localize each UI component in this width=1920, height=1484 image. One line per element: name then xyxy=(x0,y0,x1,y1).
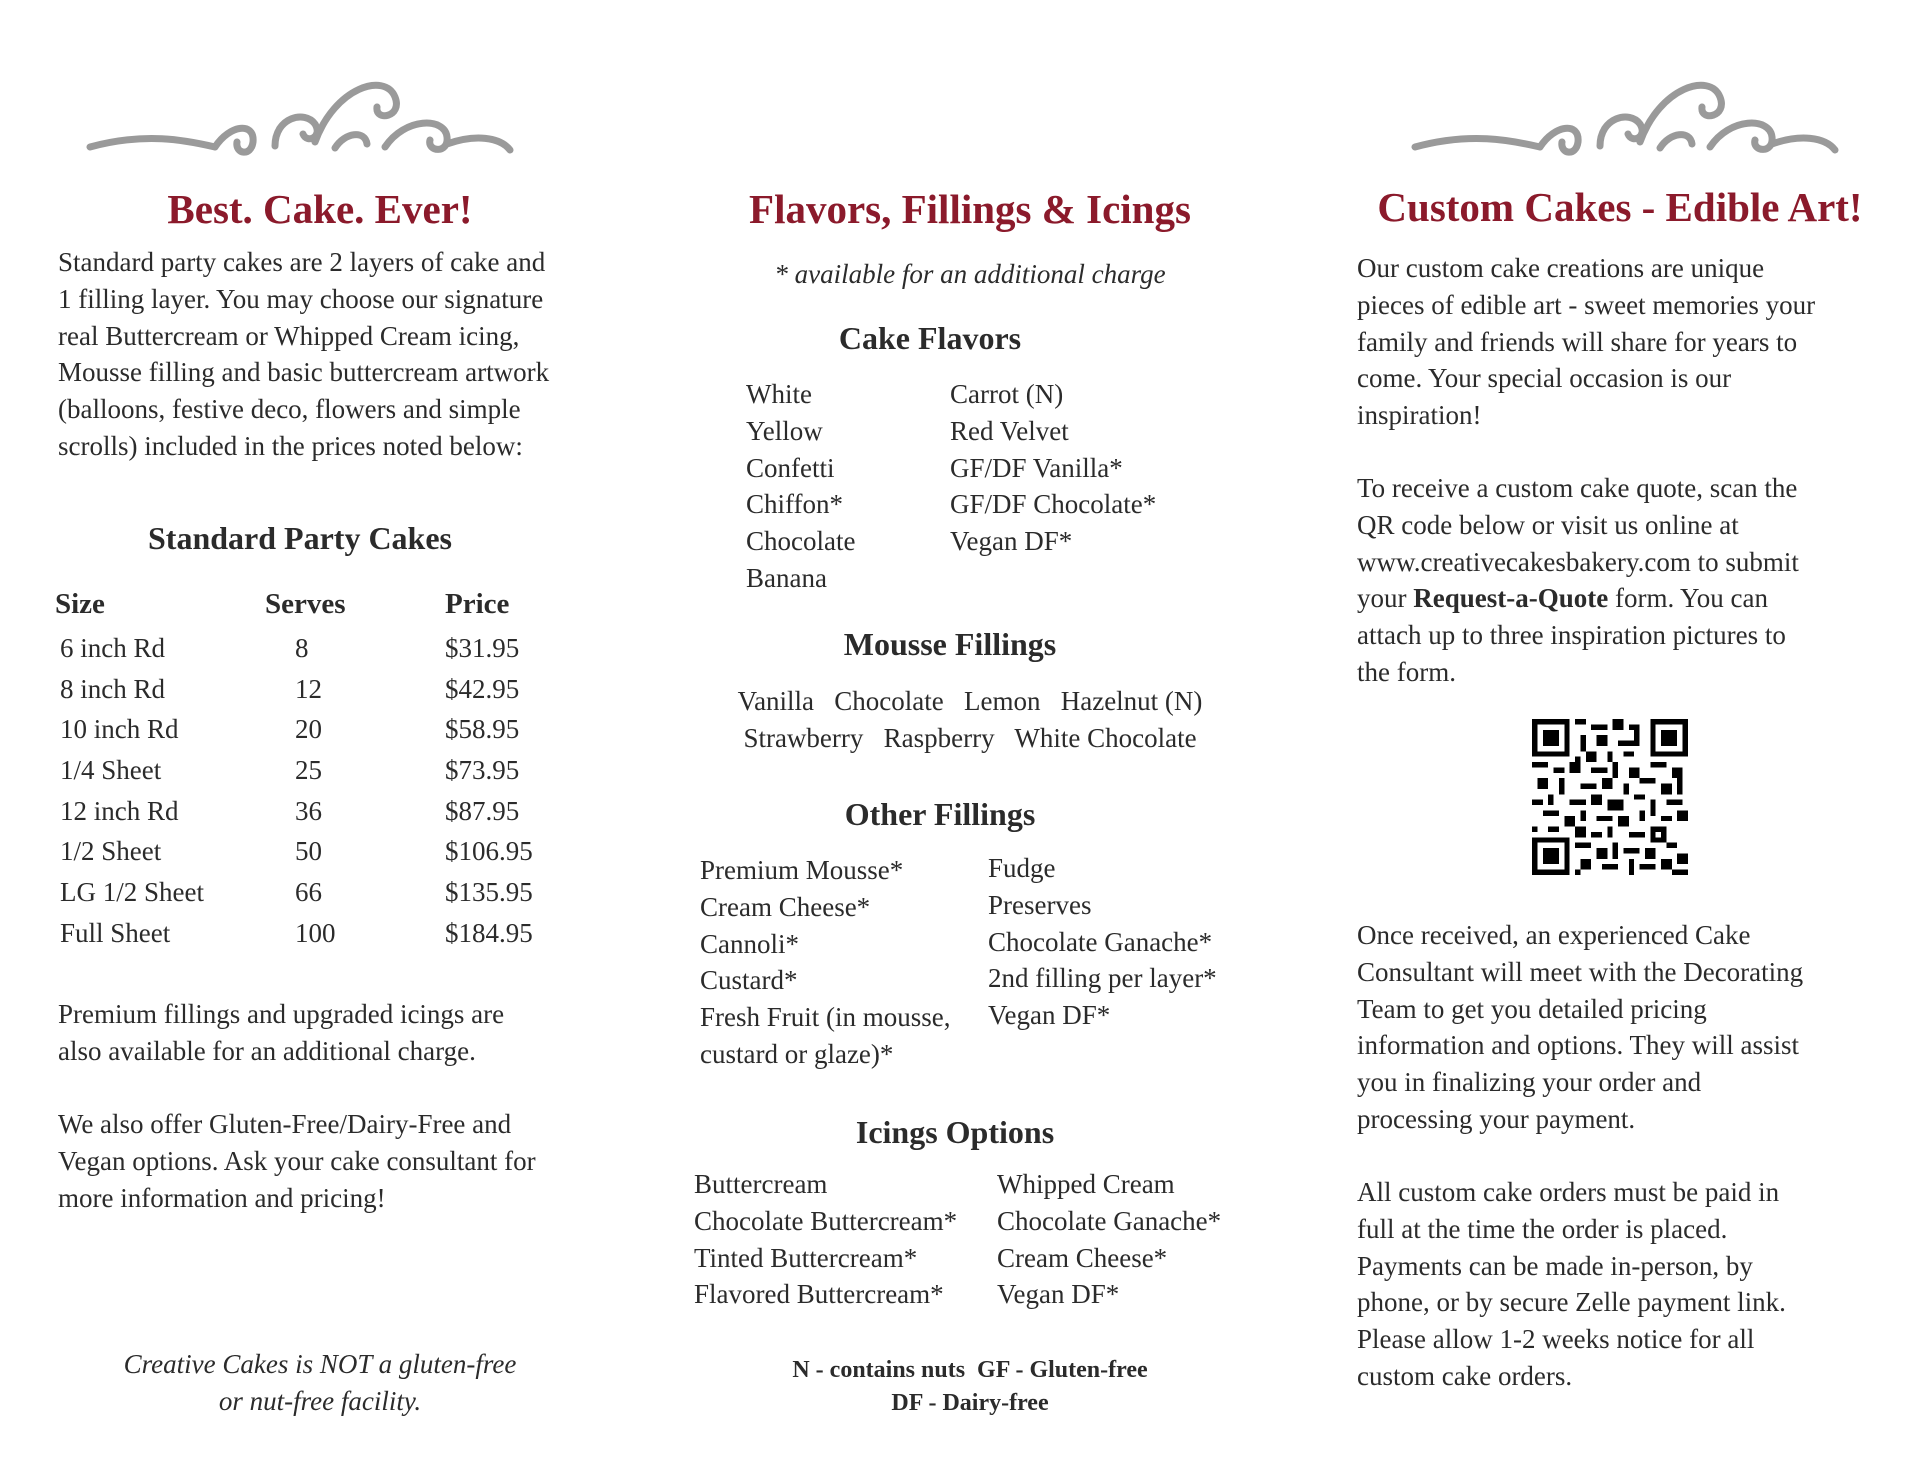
icing-item: Cream Cheese* xyxy=(997,1242,1168,1273)
left-intro-paragraph xyxy=(58,244,598,465)
flavor-item: GF/DF Vanilla* xyxy=(950,452,1123,483)
gf-line: We also offer Gluten-Free/Dairy-Free and xyxy=(58,1109,512,1139)
legend-line: DF - Dairy-free xyxy=(891,1390,1049,1416)
table-row xyxy=(55,750,565,791)
p2-line: QR code below or visit us online at xyxy=(1357,509,1739,540)
p1-line: pieces of edible art - sweet memories your xyxy=(1357,289,1816,320)
premium-note xyxy=(58,996,598,1070)
cake-flavors-col1 xyxy=(746,376,855,597)
size-cell: 12 inch Rd xyxy=(60,795,179,826)
intro-line: 1 filling layer. You may choose our signature xyxy=(58,283,544,314)
icing-item: Vegan DF* xyxy=(997,1279,1120,1310)
flavor-item: GF/DF Chocolate* xyxy=(950,489,1157,520)
table-row xyxy=(55,791,565,832)
icings-col1 xyxy=(694,1166,957,1313)
p2-line: the form. xyxy=(1357,656,1456,687)
qr-code-icon[interactable] xyxy=(1532,718,1688,876)
custom-intro-paragraph xyxy=(1357,250,1897,434)
p1-line: inspiration! xyxy=(1357,400,1482,431)
p1-line: family and friends will share for years to xyxy=(1357,326,1798,357)
icing-item: Tinted Buttercream* xyxy=(694,1242,918,1273)
table-header-row xyxy=(55,580,565,628)
p4-line: Please allow 1-2 weeks notice for all xyxy=(1357,1324,1755,1355)
serves-cell: 36 xyxy=(295,795,322,826)
mousse-fillings-heading: Mousse Fillings xyxy=(843,626,1057,662)
icings-col2 xyxy=(997,1166,1221,1313)
flavor-item: White xyxy=(746,379,812,409)
icing-item: Flavored Buttercream* xyxy=(694,1279,944,1310)
size-cell: 6 inch Rd xyxy=(60,632,165,663)
p2-text: your xyxy=(1357,583,1414,614)
table-row xyxy=(55,913,565,954)
price-cell: $87.95 xyxy=(445,795,520,826)
request-a-quote-text: Request-a-Quote xyxy=(1413,583,1609,614)
legend-line: N - contains nuts GF - Gluten-free xyxy=(792,1357,1148,1383)
filling-item: Chocolate Ganache* xyxy=(988,926,1213,957)
payment-paragraph xyxy=(1357,1174,1897,1395)
serves-cell: 12 xyxy=(295,673,322,704)
other-fillings-heading: Other Fillings xyxy=(844,796,1036,832)
table-row xyxy=(55,831,565,872)
flavor-item: Vegan DF* xyxy=(950,526,1073,557)
filling-item: Fresh Fruit (in mousse, xyxy=(700,1002,951,1033)
p4-line: All custom cake orders must be paid in xyxy=(1357,1177,1780,1207)
p3-line: Once received, an experienced Cake xyxy=(1357,920,1751,950)
icing-item: Chocolate Buttercream* xyxy=(694,1205,958,1236)
cake-flavors-heading: Cake Flavors xyxy=(838,320,1022,356)
right-panel-title: Custom Cakes - Edible Art! xyxy=(1377,184,1863,230)
serves-cell: 20 xyxy=(295,714,322,745)
disclaimer-line: or nut-free facility. xyxy=(218,1385,422,1416)
p2-text: form. You can xyxy=(1608,583,1768,614)
icings-options-heading: Icings Options xyxy=(855,1114,1055,1150)
column-header-price: Price xyxy=(445,587,510,620)
icing-item: Chocolate Ganache* xyxy=(997,1205,1222,1236)
filling-item: Custard* xyxy=(700,965,798,996)
filling-item: Cream Cheese* xyxy=(700,891,871,922)
table-row xyxy=(55,872,565,913)
p4-line: full at the time the order is placed. xyxy=(1357,1213,1728,1244)
p2-line xyxy=(1357,580,1897,617)
serves-cell: 100 xyxy=(295,917,336,948)
table-row xyxy=(55,669,565,710)
size-cell: 1/2 Sheet xyxy=(60,836,162,867)
flavor-item: Chiffon* xyxy=(746,489,844,520)
price-cell: $31.95 xyxy=(445,632,520,663)
intro-line: scrolls) included in the prices noted below: xyxy=(58,430,523,461)
size-cell: 1/4 Sheet xyxy=(60,755,162,785)
icing-item: Buttercream xyxy=(694,1169,828,1199)
price-cell: $135.95 xyxy=(445,877,533,908)
p3-line: you in finalizing your order and xyxy=(1357,1067,1702,1098)
gf-options-note xyxy=(58,1106,598,1216)
p3-line: information and options. They will assist xyxy=(1357,1030,1799,1061)
gf-line: more information and pricing! xyxy=(58,1182,386,1213)
price-cell: $184.95 xyxy=(445,917,533,948)
table-row xyxy=(55,628,565,669)
intro-line: real Buttercream or Whipped Cream icing, xyxy=(58,320,520,351)
standard-party-cakes-heading: Standard Party Cakes xyxy=(147,520,452,556)
column-header-size: Size xyxy=(55,587,105,620)
size-cell: 10 inch Rd xyxy=(60,714,179,745)
flavor-item: Chocolate xyxy=(746,526,856,557)
filling-item: 2nd filling per layer* xyxy=(988,963,1217,994)
intro-line: (balloons, festive deco, flowers and simple xyxy=(58,394,521,425)
serves-cell: 8 xyxy=(295,632,309,663)
serves-cell: 66 xyxy=(295,877,322,908)
filling-item: Vegan DF* xyxy=(988,1000,1111,1031)
price-cell: $73.95 xyxy=(445,755,520,785)
intro-line: Mousse filling and basic buttercream artwork xyxy=(58,357,550,388)
filling-item: Cannoli* xyxy=(700,928,799,959)
facility-disclaimer xyxy=(60,1346,580,1420)
premium-line: also available for an additional charge. xyxy=(58,1035,476,1066)
icing-item: Whipped Cream xyxy=(997,1169,1175,1199)
middle-panel-title: Flavors, Fillings & Icings xyxy=(749,186,1191,232)
flavor-item: Yellow xyxy=(746,415,823,446)
intro-line: Standard party cakes are 2 layers of cake and xyxy=(58,247,546,277)
size-cell: Full Sheet xyxy=(60,917,171,948)
flavor-item: Red Velvet xyxy=(950,415,1069,446)
p4-line: custom cake orders. xyxy=(1357,1360,1573,1391)
other-fillings-col2 xyxy=(988,850,1217,1034)
mousse-fillings-line2: Strawberry Raspberry White Chocolate xyxy=(743,723,1197,753)
p2-line: attach up to three inspiration pictures to xyxy=(1357,620,1786,651)
filling-item: Fudge xyxy=(988,853,1056,883)
price-cell: $42.95 xyxy=(445,673,520,704)
filling-item: Premium Mousse* xyxy=(700,855,904,885)
serves-cell: 50 xyxy=(295,836,322,867)
p4-line: phone, or by secure Zelle payment link. xyxy=(1357,1287,1786,1318)
left-panel-title: Best. Cake. Ever! xyxy=(167,186,473,232)
size-cell: LG 1/2 Sheet xyxy=(60,877,204,908)
gf-line: Vegan options. Ask your cake consultant for xyxy=(58,1145,536,1176)
price-table xyxy=(55,580,565,954)
p2-line: www.creativecakesbakery.com to submit xyxy=(1357,546,1799,577)
flourish-ornament-left xyxy=(85,62,515,162)
table-row xyxy=(55,709,565,750)
flavor-item: Confetti xyxy=(746,452,835,483)
p3-line: Team to get you detailed pricing xyxy=(1357,993,1707,1024)
quote-paragraph xyxy=(1357,470,1897,691)
p2-line: To receive a custom cake quote, scan the xyxy=(1357,473,1798,503)
size-cell: 8 inch Rd xyxy=(60,673,165,704)
additional-charge-note: * available for an additional charge xyxy=(774,259,1166,289)
flavor-item: Banana xyxy=(746,562,827,593)
p4-line: Payments can be made in-person, by xyxy=(1357,1250,1753,1281)
consultant-paragraph xyxy=(1357,917,1897,1138)
column-header-serves: Serves xyxy=(265,587,346,620)
cake-flavors-col2 xyxy=(950,376,1156,560)
price-cell: $58.95 xyxy=(445,714,520,745)
price-cell: $106.95 xyxy=(445,836,533,867)
serves-cell: 25 xyxy=(295,755,322,785)
disclaimer-line: Creative Cakes is NOT a gluten-free xyxy=(123,1349,517,1379)
other-fillings-col1 xyxy=(700,852,951,1073)
filling-item: custard or glaze)* xyxy=(700,1038,894,1069)
p3-line: processing your payment. xyxy=(1357,1103,1636,1134)
premium-line: Premium fillings and upgraded icings are xyxy=(58,999,505,1029)
flourish-ornament-right xyxy=(1410,62,1840,162)
filling-item: Preserves xyxy=(988,889,1092,920)
p1-line: Our custom cake creations are unique xyxy=(1357,253,1765,283)
p1-line: come. Your special occasion is our xyxy=(1357,363,1732,394)
mousse-fillings-line1: Vanilla Chocolate Lemon Hazelnut (N) xyxy=(737,686,1203,716)
flavor-item: Carrot (N) xyxy=(950,379,1064,409)
legend xyxy=(700,1354,1240,1420)
p3-line: Consultant will meet with the Decorating xyxy=(1357,956,1804,987)
